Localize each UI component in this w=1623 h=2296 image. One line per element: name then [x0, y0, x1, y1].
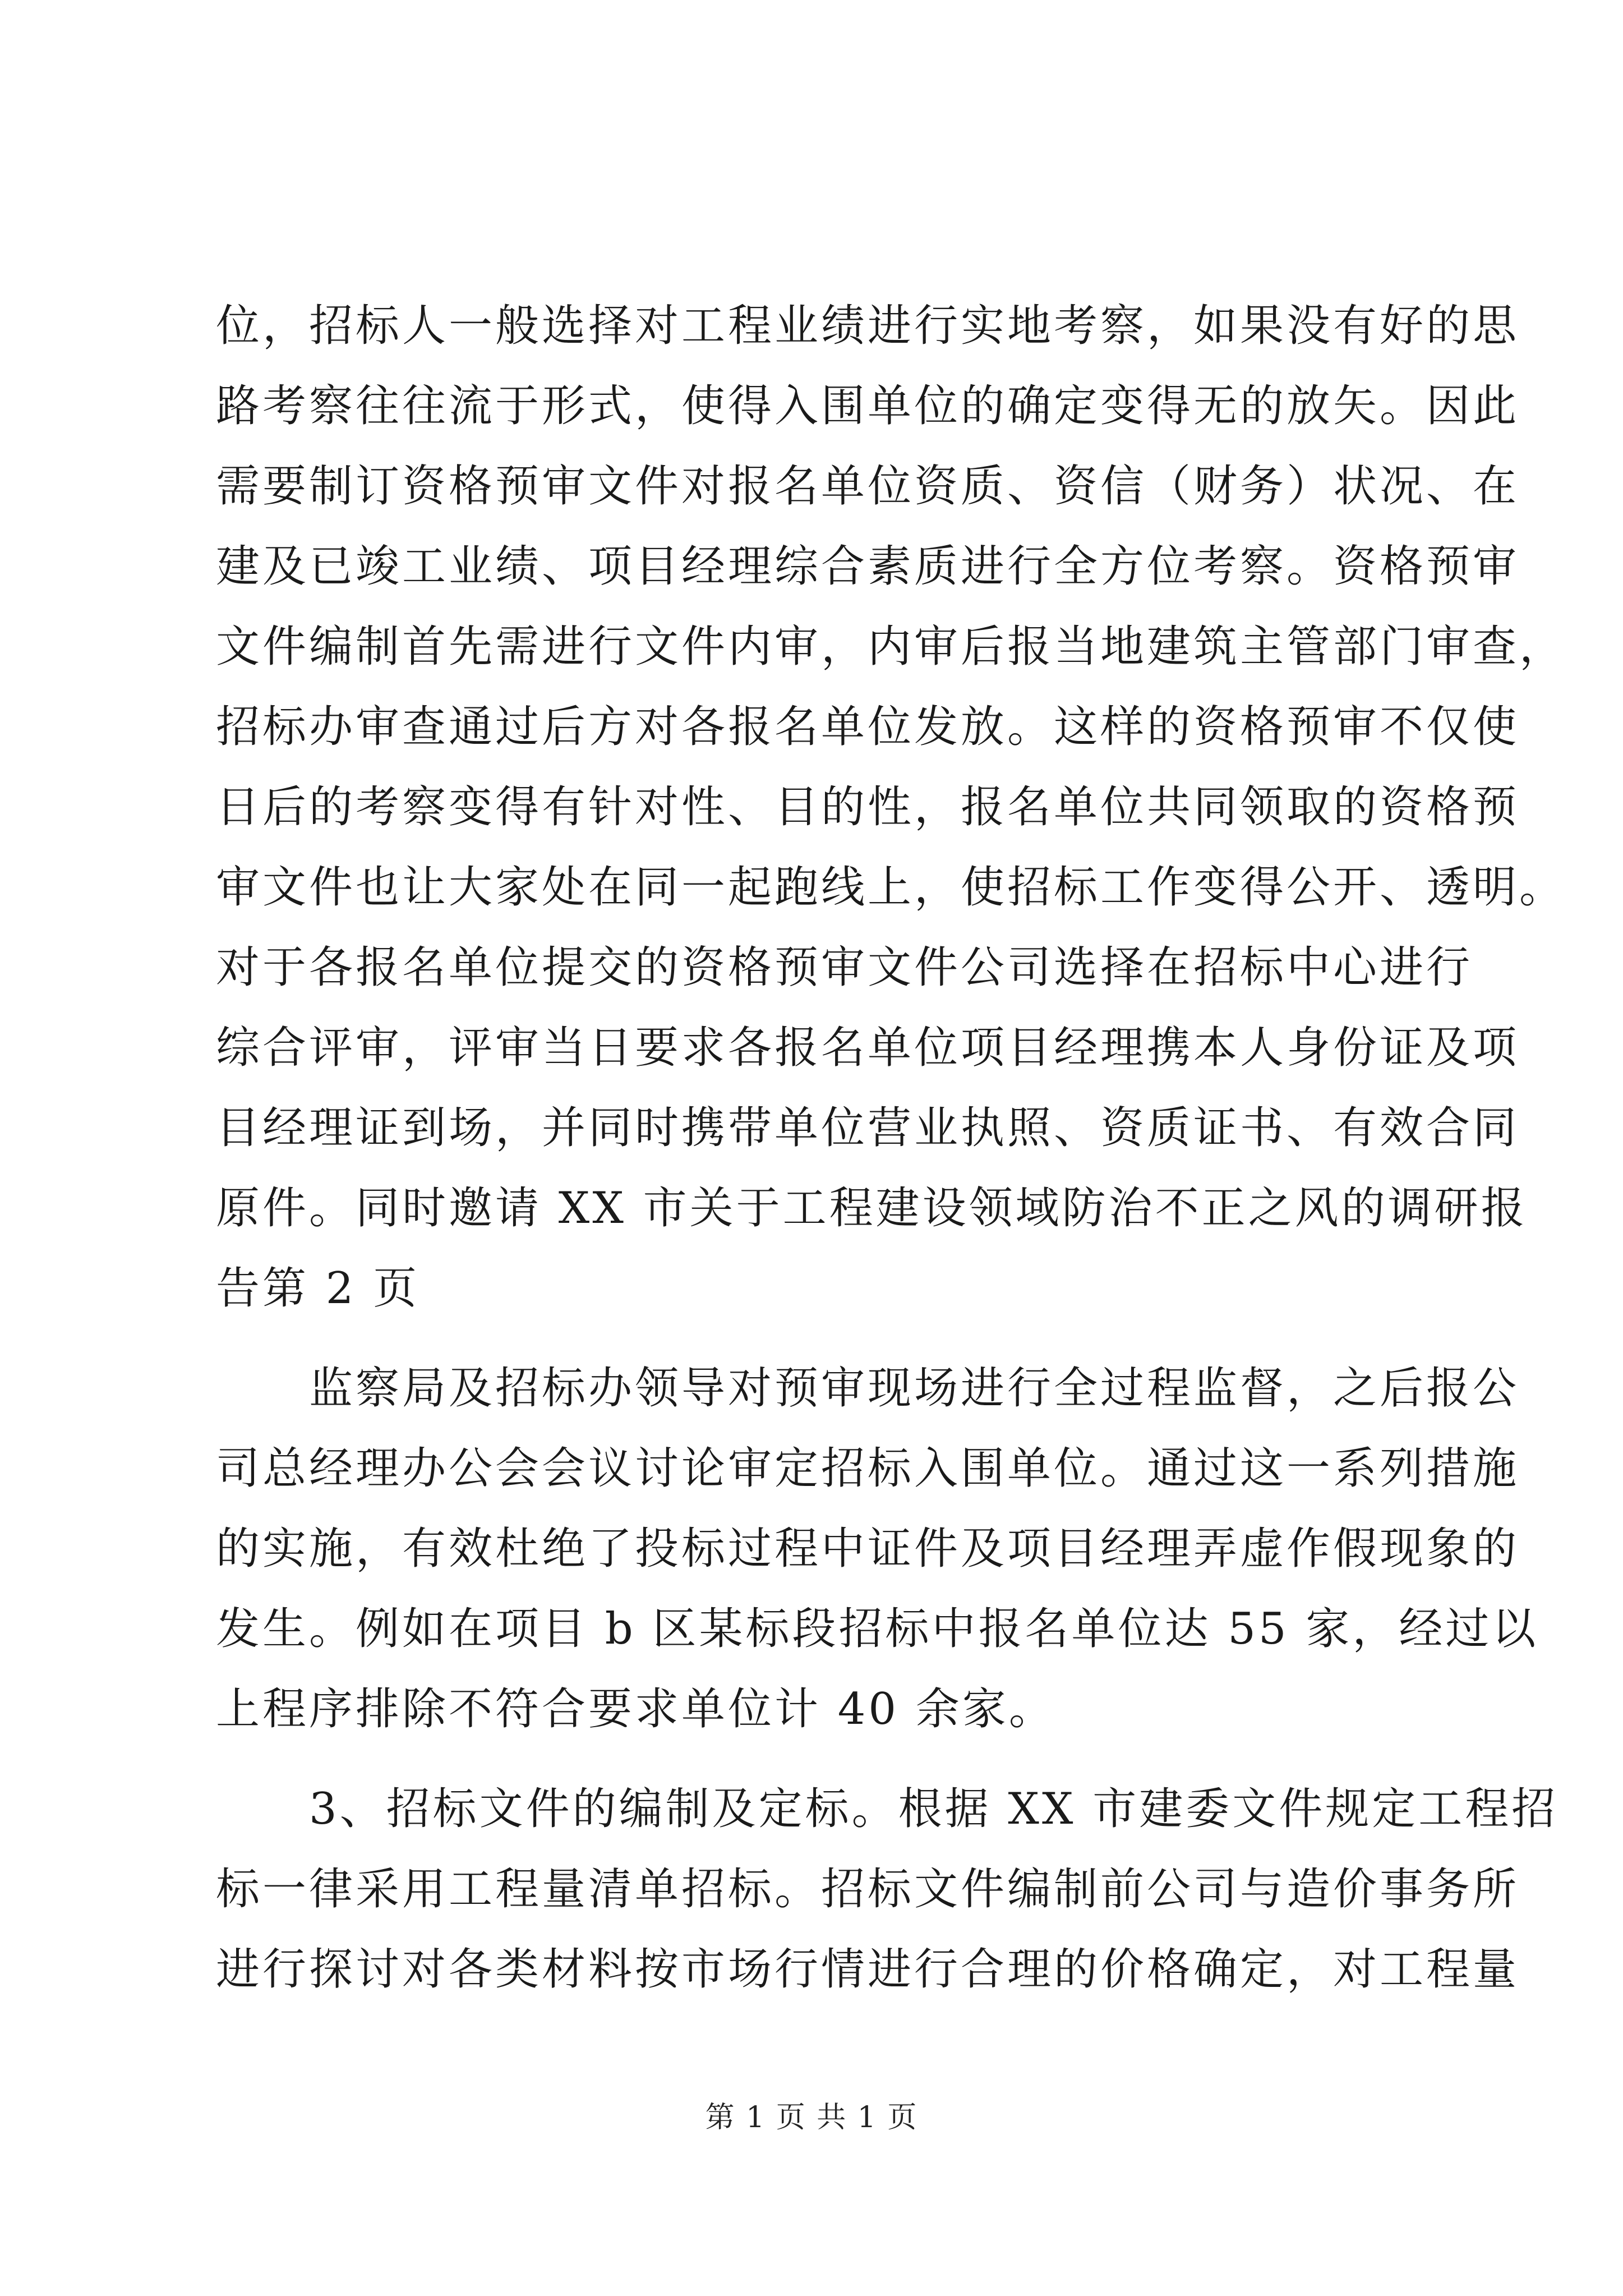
- text-line: 对于各报名单位提交的资格预审文件公司选择在招标中心进行: [216, 942, 1473, 993]
- paragraph-gap: [216, 1750, 1410, 1769]
- text-line: 3、招标文件的编制及定标。根据 XX 市建委文件规定工程招: [216, 1784, 1559, 1834]
- text-line: 告第 2 页: [216, 1263, 420, 1314]
- text-line: 司总经理办公会会议讨论审定招标入围单位。通过这一系列措施: [216, 1443, 1520, 1494]
- text-line: 综合评审，评审当日要求各报名单位项目经理携本人身份证及项: [216, 1023, 1520, 1073]
- text-line: 原件。同时邀请 XX 市关于工程建设领域防治不正之风的调研报: [216, 1183, 1528, 1234]
- text-line: 上程序排除不符合要求单位计 40 余家。: [216, 1684, 1055, 1734]
- text-line: 发生。例如在项目 b 区某标段招标中报名单位达 55 家，经过以: [216, 1604, 1539, 1654]
- text-line: 建及已竣工业绩、项目经理综合素质进行全方位考察。资格预审: [216, 541, 1520, 592]
- text-line: 进行探讨对各类材料按市场行情进行合理的价格确定，对工程量: [216, 1944, 1520, 1995]
- text-line: 标一律采用工程量清单招标。招标文件编制前公司与造价事务所: [216, 1864, 1520, 1915]
- text-line: 目经理证到场，并同时携带单位营业执照、资质证书、有效合同: [216, 1103, 1520, 1153]
- paragraph-2: [216, 1349, 1539, 1750]
- text-line: 招标办审查通过后方对各报名单位发放。这样的资格预审不仅使: [216, 702, 1520, 752]
- page-footer: [0, 2098, 1623, 2137]
- paragraph-1: [216, 286, 1566, 1329]
- text-line: 审文件也让大家处在同一起跑线上，使招标工作变得公开、透明。: [216, 862, 1566, 913]
- text-line: 文件编制首先需进行文件内审，内审后报当地建筑主管部门审查，: [216, 622, 1566, 672]
- page-number-label: 第 1 页 共 1 页: [705, 2101, 918, 2134]
- text-line: 日后的考察变得有针对性、目的性，报名单位共同领取的资格预: [216, 782, 1520, 832]
- text-line: 的实施，有效杜绝了投标过程中证件及项目经理弄虚作假现象的: [216, 1524, 1520, 1574]
- text-line: 路考察往往流于形式，使得入围单位的确定变得无的放矢。因此: [216, 381, 1520, 431]
- paragraph-gap: [216, 1329, 1410, 1349]
- document-body: [216, 286, 1566, 2010]
- text-line: 位，招标人一般选择对工程业绩进行实地考察，如果没有好的思: [216, 301, 1520, 351]
- text-line: 需要制订资格预审文件对报名单位资质、资信（财务）状况、在: [216, 461, 1520, 512]
- text-line: 监察局及招标办领导对预审现场进行全过程监督，之后报公: [216, 1363, 1520, 1414]
- paragraph-3: [216, 1769, 1559, 2010]
